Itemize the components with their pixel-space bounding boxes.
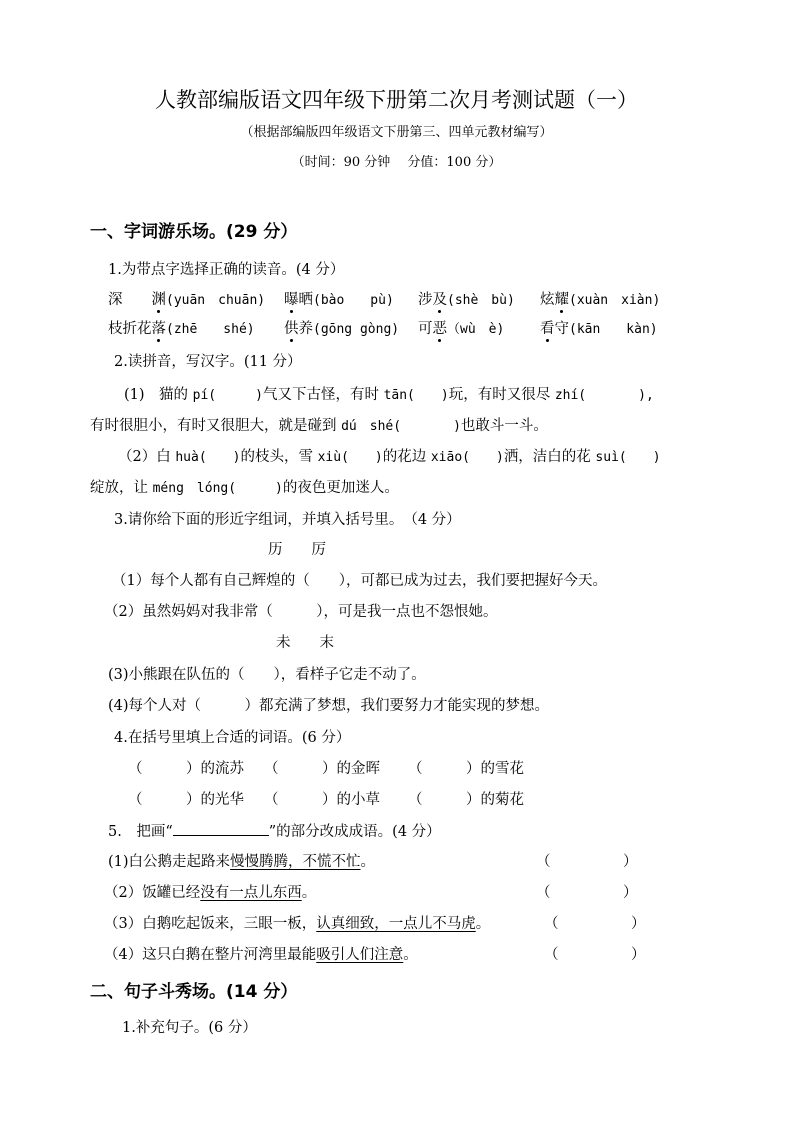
q2-paragraph-2-line-1: （2）白 huà( )的枝头，雪 xiù( )的花边 xiāo( )洒，洁白的花 suì( ) [118,449,661,465]
q5-item-3: （3）白鹅吃起饭来，三眼一板，认真细致，一点儿不马虎。 [104,916,491,932]
q1-option: 炫耀(xuàn xiàn) [540,292,661,308]
q4-blank: （ ）的菊花 [408,792,524,808]
section-1-heading: 一、字词游乐场。(29 分） [90,222,298,242]
underline-sample [173,821,269,836]
section-2-heading: 二、句子斗秀场。(14 分） [90,982,298,1002]
q1-option: 看守(kān kàn) [540,321,658,337]
q5-item-1: (1)白公鹅走起路来慢慢腾腾，不慌不忙。 [108,854,376,870]
subtitle: （根据部编版四年级语文下册第三、四单元教材编写） [240,125,553,140]
q3-sentence-2: （2）虽然妈妈对我非常（ ），可是我一点也不怨恨她。 [104,604,498,620]
q3-label: 3.请你给下面的形近字组词，并填入括号里。 （4 分） [114,512,461,528]
q1-option: 涉及(shè bù) [418,292,515,308]
page-title: 人教部编版语文四年级下册第二次月考测试题（一） [155,88,638,112]
q4-blank: （ ）的流苏 [128,761,244,777]
q3-char-pair-2: 未 末 [276,635,334,651]
q5-item-4: （4）这只白鹅在整片河湾里最能吸引人们注意。 [104,947,418,963]
q5-item-2: （2）饭罐已经没有一点儿东西。 [104,885,317,901]
q5-answer-blank: （ ） [536,854,638,870]
q4-blank: （ ）的光华 [128,792,244,808]
q4-blank: （ ）的小草 [264,792,380,808]
time-info: （时间：90 分钟 分值：100 分） [291,155,502,170]
q3-sentence-3: (3)小熊跟在队伍的（ ），看样子它走不动了。 [108,667,426,683]
q5-answer-blank: （ ） [536,885,638,901]
q4-blank: （ ）的雪花 [408,761,524,777]
q4-label: 4.在括号里填上合适的词语。(6 分） [114,730,351,746]
q1-option: 曝晒(bào pù) [284,292,394,308]
q2-paragraph-2-line-2: 绽放，让 méng lóng( )的夜色更加迷人。 [90,480,399,496]
q5-answer-blank: （ ） [544,916,646,932]
q1-option: 供养(gōng gòng) [284,321,400,337]
q2-paragraph-1-line-2: 有时很胆小，有时又很胆大，就是碰到 dú shé( )也敢斗一斗。 [90,418,548,434]
section-2-q1-label: 1.补充句子。(6 分） [122,1020,257,1036]
q5-answer-blank: （ ） [544,947,646,963]
q1-option: 可恶（wù è) [418,321,505,337]
q1-label: 1.为带点字选择正确的读音。(4 分） [108,262,345,278]
q3-char-pair-1: 历 厉 [268,542,326,558]
q3-sentence-4: (4)每个人对（ ）都充满了梦想，我们要努力才能实现的梦想。 [108,698,550,714]
q1-option: 深 渊(yuān chuān) [108,292,266,308]
q1-option: 枝折花落(zhē shé) [108,321,255,337]
q4-blank: （ ）的金晖 [264,761,380,777]
q3-sentence-1: （1）每个人都有自己辉煌的（ ），可都已成为过去，我们要把握好今天。 [112,573,607,589]
q2-paragraph-1-line-1: (1) 猫的 pí( )气又下古怪，有时 tān( )玩，有时又很尽 zhí( ), [124,387,654,403]
q5-label: 5. 把画“ ”的部分改成成语。(4 分） [108,821,441,842]
q2-label: 2.读拼音，写汉字。(11 分） [114,354,302,370]
